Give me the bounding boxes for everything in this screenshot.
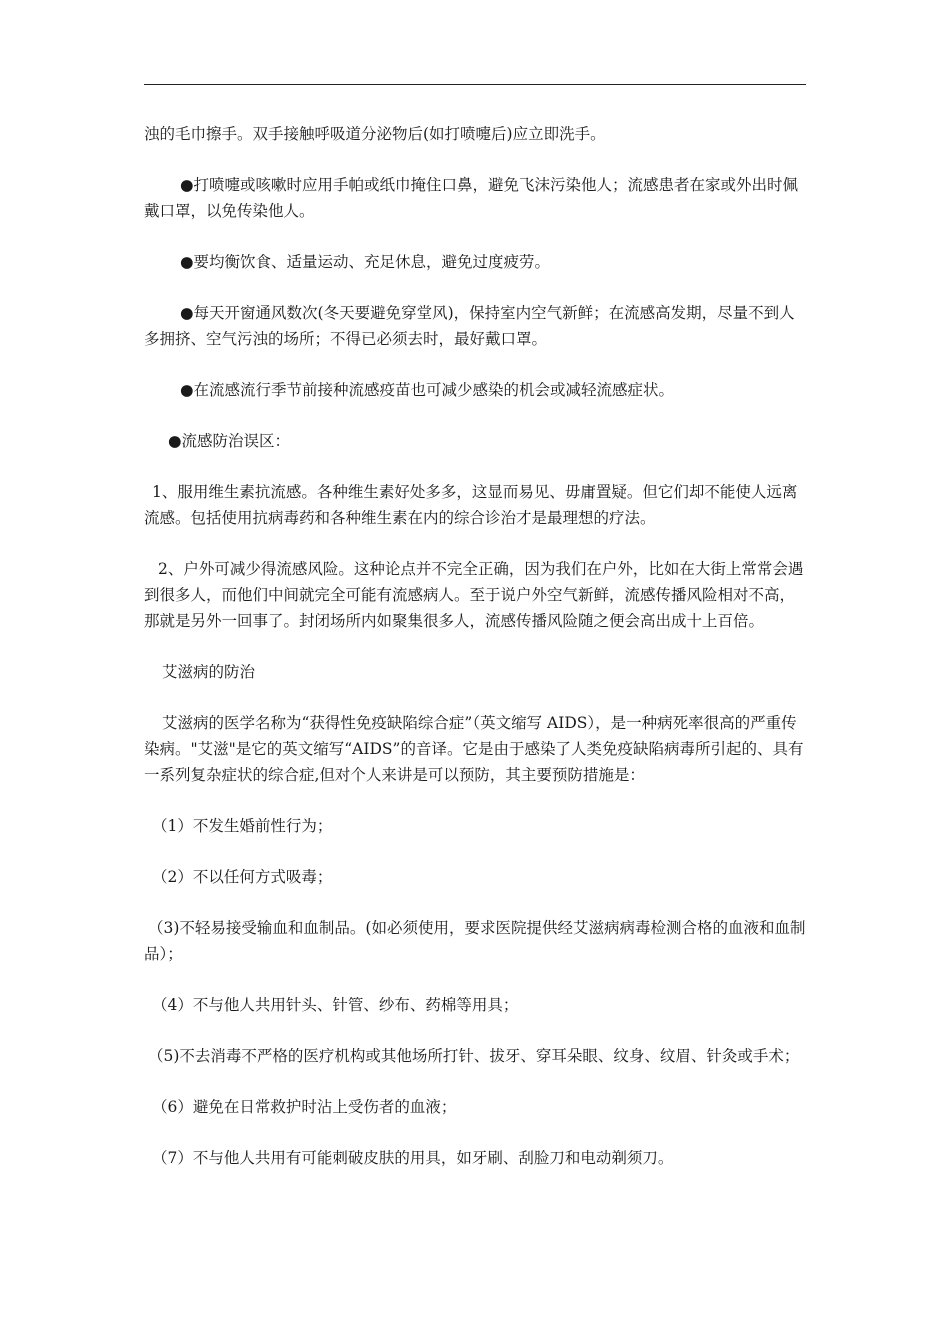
- flu-misconceptions-heading: ●流感防治误区：: [168, 432, 291, 450]
- aids-measure-1: （1）不发生婚前性行为；: [152, 817, 333, 835]
- document-body: [144, 121, 806, 1171]
- aids-measure-7: （7）不与他人共用有可能刺破皮肤的用具，如牙刷、刮脸刀和电动剃须刀。: [152, 1149, 674, 1167]
- aids-measure-6: （6）避免在日常救护时沾上受伤者的血液；: [152, 1098, 457, 1116]
- misconception-vitamins: 1、服用维生素抗流感。各种维生素好处多多，这显而易见、毋庸置疑。但它们却不能使人远离流感。包括使用抗病毒药和各种维生素在内的综合诊治才是最理想的疗法。: [144, 483, 798, 527]
- misconception-outdoors: 2、户外可减少得流感风险。这种论点并不完全正确，因为我们在户外，比如在大街上常常会遇到很多人，而他们中间就完全可能有流感病人。至于说户外空气新鲜，流感传播风险相对不高，那就是另外一回事了。封闭场所内如聚集很多人，流感传播风险随之便会高出成十上百倍。: [144, 560, 804, 630]
- header-rule: [144, 84, 806, 85]
- aids-measure-5: （5)不去消毒不严格的医疗机构或其他场所打针、拔牙、穿耳朵眼、纹身、纹眉、针灸或手术；: [148, 1047, 800, 1065]
- aids-measure-4: （4）不与他人共用针头、针管、纱布、药棉等用具；: [152, 996, 519, 1014]
- aids-section-heading: 艾滋病的防治: [162, 663, 256, 681]
- aids-measure-3: （3)不轻易接受输血和血制品。(如必须使用，要求医院提供经艾滋病病毒检测合格的血液和血制品）；: [144, 919, 806, 963]
- bullet-ventilation: ●每天开窗通风数次(冬天要避免穿堂风)，保持室内空气新鲜；在流感高发期，尽量不到人多拥挤、空气污浊的场所；不得已必须去时，最好戴口罩。: [144, 304, 795, 348]
- bullet-vaccine: ●在流感流行季节前接种流感疫苗也可减少感染的机会或减轻流感症状。: [180, 381, 675, 399]
- aids-intro: 艾滋病的医学名称为“获得性免疫缺陷综合症”（英文缩写 AIDS），是一种病死率很高的严重传染病。"艾滋"是它的英文缩写“AIDS”的音译。它是由于感染了人类免疫缺陷病毒所引起的、具有一系列复杂症状的综合症,但对个人来讲是可以预防，其主要预防措施是：: [144, 714, 804, 784]
- paragraph-handwash: 浊的毛巾擦手。双手接触呼吸道分泌物后(如打喷嚏后)应立即洗手。: [144, 125, 606, 143]
- aids-measure-2: （2）不以任何方式吸毒；: [152, 868, 333, 886]
- bullet-balanced-diet: ●要均衡饮食、适量运动、充足休息，避免过度疲劳。: [180, 253, 551, 271]
- bullet-cover-mouth: ●打喷嚏或咳嗽时应用手帕或纸巾掩住口鼻，避免飞沫污染他人；流感患者在家或外出时佩戴口罩，以免传染他人。: [144, 176, 799, 220]
